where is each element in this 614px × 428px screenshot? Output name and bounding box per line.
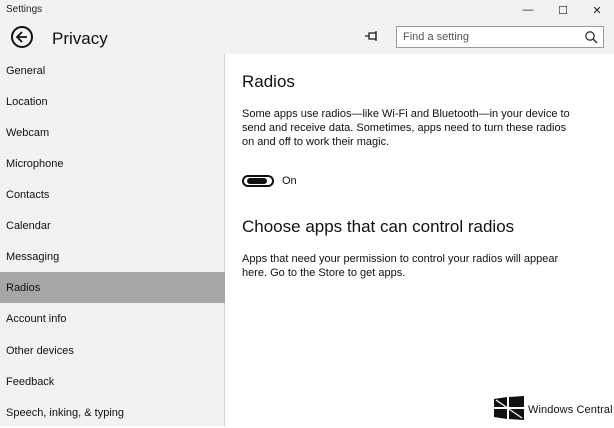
sidebar-item-messaging[interactable]: [0, 241, 225, 272]
sidebar-item-account-info[interactable]: [0, 303, 225, 334]
sidebar-item-webcam[interactable]: [0, 117, 225, 148]
sidebar-item-label: Webcam: [6, 126, 50, 139]
section-heading-radios: Radios: [242, 72, 295, 91]
app-title: Settings: [6, 4, 43, 15]
page-title: Privacy: [52, 29, 108, 48]
sidebar-item-label: General: [6, 64, 46, 77]
sidebar-item-speech-inking-typing[interactable]: [0, 397, 225, 428]
sidebar-item-label: Account info: [6, 312, 67, 325]
back-button[interactable]: [11, 26, 33, 48]
section-heading-choose-apps: Choose apps that can control radios: [242, 217, 515, 236]
sidebar-item-label: Microphone: [6, 157, 64, 170]
sidebar-item-label: Messaging: [6, 250, 60, 263]
description-line: Some apps use radios—like Wi-Fi and Bluetooth—in your device to: [242, 108, 570, 120]
toggle-state-label: On: [282, 175, 297, 187]
radios-toggle[interactable]: [242, 175, 274, 187]
search-input[interactable]: [403, 29, 573, 45]
back-arrow-icon: [16, 31, 28, 43]
radios-description: [242, 107, 582, 149]
pin-icon[interactable]: [364, 29, 380, 43]
sidebar-item-label: Radios: [6, 281, 41, 294]
main-content: [226, 54, 614, 426]
title-bar: [0, 0, 614, 20]
sidebar-item-label: Calendar: [6, 219, 51, 232]
minimize-button[interactable]: —: [522, 4, 534, 16]
search-box[interactable]: [396, 26, 604, 48]
sidebar-item-calendar[interactable]: [0, 210, 225, 241]
sidebar-item-other-devices[interactable]: [0, 335, 225, 366]
sidebar-item-feedback[interactable]: [0, 366, 225, 397]
sidebar-item-contacts[interactable]: [0, 179, 225, 210]
toggle-knob: [247, 178, 267, 184]
windows-logo-icon: [494, 396, 524, 420]
sidebar: [0, 54, 225, 426]
section-text-line: here. Go to the Store to get apps.: [242, 267, 406, 279]
sidebar-item-microphone[interactable]: [0, 148, 225, 179]
maximize-button[interactable]: ☐: [558, 4, 568, 17]
close-button[interactable]: ✕: [592, 4, 602, 17]
header: [0, 20, 614, 54]
section-text-line: Apps that need your permission to control your radios will appear: [242, 253, 559, 265]
sidebar-item-label: Feedback: [6, 375, 55, 388]
search-icon[interactable]: [584, 30, 598, 44]
description-line: send and receive data. Sometimes, apps need to turn these radios: [242, 122, 567, 134]
choose-apps-description: [242, 252, 582, 280]
sidebar-item-label: Contacts: [6, 188, 50, 201]
sidebar-item-label: Location: [6, 95, 48, 108]
sidebar-item-label: Speech, inking, & typing: [6, 406, 125, 419]
description-line: on and off to work their magic.: [242, 136, 390, 148]
sidebar-item-location[interactable]: [0, 86, 225, 117]
sidebar-item-radios[interactable]: [0, 272, 225, 303]
watermark-text: Windows Central: [528, 404, 613, 416]
sidebar-item-label: Other devices: [6, 344, 74, 357]
sidebar-item-general[interactable]: [0, 55, 225, 86]
